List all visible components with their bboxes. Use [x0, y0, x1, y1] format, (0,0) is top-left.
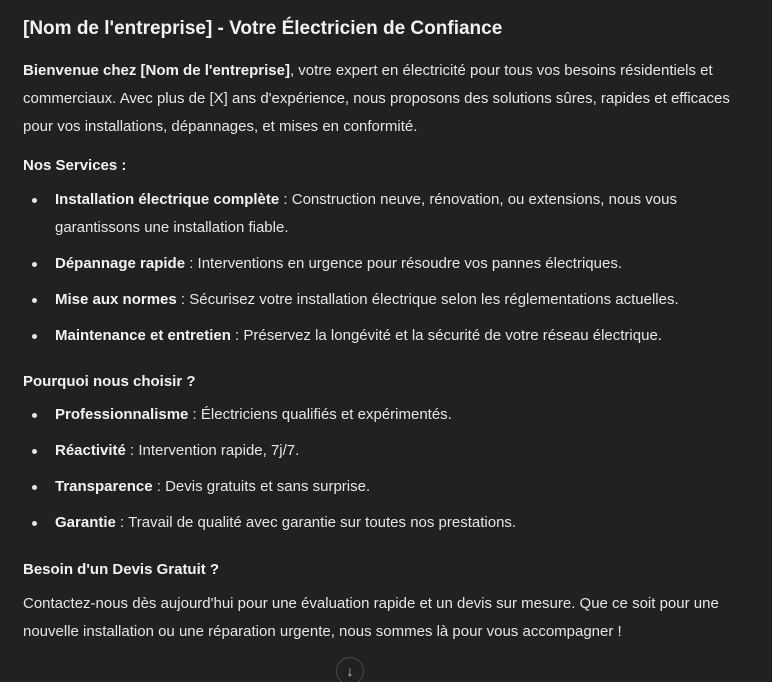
item-bold: Maintenance et entretien — [55, 327, 231, 344]
list-item — [23, 186, 748, 242]
item-text: : Construction neuve, rénovation, ou extensions, nous vous garantissons une installation fiable. — [55, 191, 677, 236]
list-item — [23, 437, 748, 465]
services-list — [23, 186, 748, 350]
scroll-down-button[interactable] — [336, 657, 364, 682]
why-list — [23, 401, 748, 537]
item-bold: Garantie — [55, 514, 116, 531]
bullet-icon — [32, 521, 37, 526]
list-item — [23, 322, 748, 350]
page-title: [Nom de l'entreprise] - Votre Électricien de Confiance — [23, 18, 503, 39]
item-text: : Devis gratuits et sans surprise. — [152, 478, 371, 495]
bullet-icon — [32, 485, 37, 490]
services-heading: Nos Services : — [23, 157, 127, 174]
arrow-down-icon: ↓ — [346, 663, 354, 679]
item-bold: Réactivité — [55, 442, 126, 459]
quote-heading: Besoin d'un Devis Gratuit ? — [23, 561, 220, 578]
intro-text: , votre expert en électricité pour tous vos besoins résidentiels et commerciaux. Avec plus de [X] ans d'expérience, nous proposons des solutions sûres, rapides et efficaces pour vos installations, dépannages, et mises en conformité. — [23, 62, 730, 135]
bullet-icon — [32, 413, 37, 418]
item-bold: Transparence — [55, 478, 153, 495]
item-text: : Interventions en urgence pour résoudre vos pannes électriques. — [185, 255, 622, 272]
list-item — [23, 286, 748, 314]
intro-bold: Bienvenue chez [Nom de l'entreprise] — [23, 62, 290, 79]
list-item — [23, 401, 748, 429]
item-text: : Intervention rapide, 7j/7. — [125, 442, 300, 459]
list-item — [23, 509, 748, 537]
item-text: : Travail de qualité avec garantie sur toutes nos prestations. — [115, 514, 517, 531]
bullet-icon — [32, 298, 37, 303]
item-bold: Mise aux normes — [55, 291, 177, 308]
quote-paragraph: Contactez-nous dès aujourd'hui pour une évaluation rapide et un devis sur mesure. Que ce soit pour une nouvelle installation ou une réparation urgente, nous sommes là pour vous accompagner ! — [23, 595, 719, 640]
item-text: : Électriciens qualifiés et expérimentés. — [188, 406, 452, 423]
item-bold: Dépannage rapide — [55, 255, 186, 272]
intro-paragraph — [23, 57, 748, 141]
why-heading: Pourquoi nous choisir ? — [23, 373, 196, 390]
item-bold: Installation électrique complète — [55, 191, 280, 208]
item-bold: Professionnalisme — [55, 406, 189, 423]
bullet-icon — [32, 334, 37, 339]
bullet-icon — [32, 449, 37, 454]
list-item — [23, 250, 748, 278]
item-text: : Préservez la longévité et la sécurité de votre réseau électrique. — [230, 327, 662, 344]
list-item — [23, 473, 748, 501]
item-text: : Sécurisez votre installation électrique selon les réglementations actuelles. — [176, 291, 679, 308]
bullet-icon — [32, 262, 37, 267]
bullet-icon — [32, 198, 37, 203]
